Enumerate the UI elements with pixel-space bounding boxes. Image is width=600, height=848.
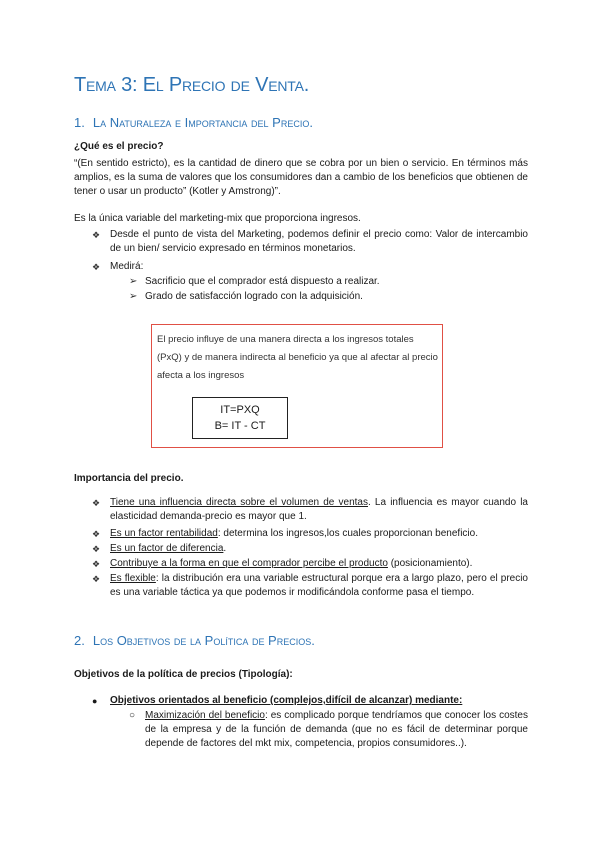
sub-bullet-text: Grado de satisfacción logrado con la adquisición. <box>145 291 363 302</box>
section-2-number: 2. <box>74 633 85 648</box>
importance-item-text: : determina los ingresos,los cuales proporcionan beneficio. <box>217 528 478 539</box>
bullet-marketing-definition <box>92 228 528 256</box>
diamond-bullet-icon: ❖ <box>92 544 101 554</box>
importance-item <box>92 572 528 600</box>
price-definition: “(En sentido estricto), es la cantidad de dinero que se cobra por un bien o servicio. En términos más amplios, es la suma de valores que los consumidores dan a cambio de los beneficios que obtienen de tener o usar un producto” (Kotler y Amstrong)”. <box>74 158 528 197</box>
section-1-number: 1. <box>74 115 85 130</box>
sub-bullet-sacrificio <box>129 275 528 289</box>
section-1-title: La Naturaleza e Importancia del Precio. <box>92 115 313 130</box>
importance-item-underlined: Tiene una influencia directa sobre el volumen de ventas <box>110 497 368 508</box>
diamond-bullet-icon: ❖ <box>92 559 101 569</box>
section-2-heading <box>74 633 315 648</box>
bullet-text: Medirá: <box>110 261 144 272</box>
arrow-bullet-icon: ➢ <box>129 276 138 287</box>
question-heading: ¿Qué es el precio? <box>74 141 164 152</box>
objectives-sub-text: : es complicado porque tendríamos que conocer los costes de la empresa y de la función de demanda (que no es fácil de determinar porque depende de factores del mkt mix, competencia, propios consumidores..). <box>145 710 528 749</box>
formula-benefit: B= IT - CT <box>214 420 266 432</box>
objectives-sub-underlined: Maximización del beneficio <box>145 710 265 721</box>
importance-item-text: : la distribución era una variable estructural porque era a largo plazo, pero el precio es una variable táctica ya que podemos ir modificándola conforme pasa el tiempo. <box>110 573 528 598</box>
diamond-bullet-icon: ❖ <box>92 262 101 272</box>
objectives-sub-bullet <box>129 709 528 751</box>
importance-item-underlined: Es un factor rentabilidad <box>110 528 218 539</box>
diamond-bullet-icon: ❖ <box>92 498 101 508</box>
objectives-bullet-text: Objetivos orientados al beneficio (complejos,difícil de alcanzar) mediante: <box>110 695 463 706</box>
importance-item <box>92 542 528 556</box>
diamond-bullet-icon: ❖ <box>92 574 101 584</box>
importance-item <box>92 527 528 541</box>
importance-heading: Importancia del precio. <box>74 473 184 484</box>
formula-box <box>192 397 288 439</box>
only-variable-text: Es la única variable del marketing-mix que proporciona ingresos. <box>74 213 361 224</box>
arrow-bullet-icon: ➢ <box>129 291 138 302</box>
sub-bullet-satisfaccion <box>129 290 528 304</box>
importance-item-underlined: Es un factor de diferencia <box>110 543 224 554</box>
bullet-dot-icon: ● <box>92 696 98 706</box>
objectives-heading: Objetivos de la política de precios (Tipología): <box>74 669 293 680</box>
importance-item <box>92 557 528 571</box>
section-2-title: Los Objetivos de la Política de Precios. <box>92 633 315 648</box>
bullet-text: Desde el punto de vista del Marketing, podemos definir el precio como: Valor de intercambio de un bien/ servicio expresado en términos monetarios. <box>110 229 528 254</box>
formula-income: IT=PXQ <box>220 404 260 416</box>
importance-item-underlined: Es flexible <box>110 573 156 584</box>
importance-item-text: . La influencia es mayor cuando la elasticidad demanda-precio es mayor que 1. <box>110 497 528 522</box>
importance-item <box>92 496 528 524</box>
importance-item-text: (posicionamiento). <box>387 558 473 569</box>
diamond-bullet-icon: ❖ <box>92 230 101 240</box>
diamond-bullet-icon: ❖ <box>92 529 101 539</box>
bullet-medira <box>92 260 528 274</box>
importance-item-text: . <box>223 543 227 554</box>
importance-item-underlined: Contribuye a la forma en que el comprador percibe el producto <box>110 558 388 569</box>
price-influence-box <box>151 324 443 448</box>
page-title: Tema 3: El Precio de Venta. <box>74 74 310 96</box>
sub-bullet-text: Sacrificio que el comprador está dispuesto a realizar. <box>145 276 380 287</box>
section-1-heading <box>74 115 313 130</box>
objectives-bullet <box>92 694 528 708</box>
box-text: El precio influye de una manera directa a los ingresos totales (PxQ) y de manera indirecta al beneficio ya que al afectar al precio afecta a los ingresos <box>157 334 438 381</box>
bullet-circle-icon: ○ <box>129 710 136 721</box>
